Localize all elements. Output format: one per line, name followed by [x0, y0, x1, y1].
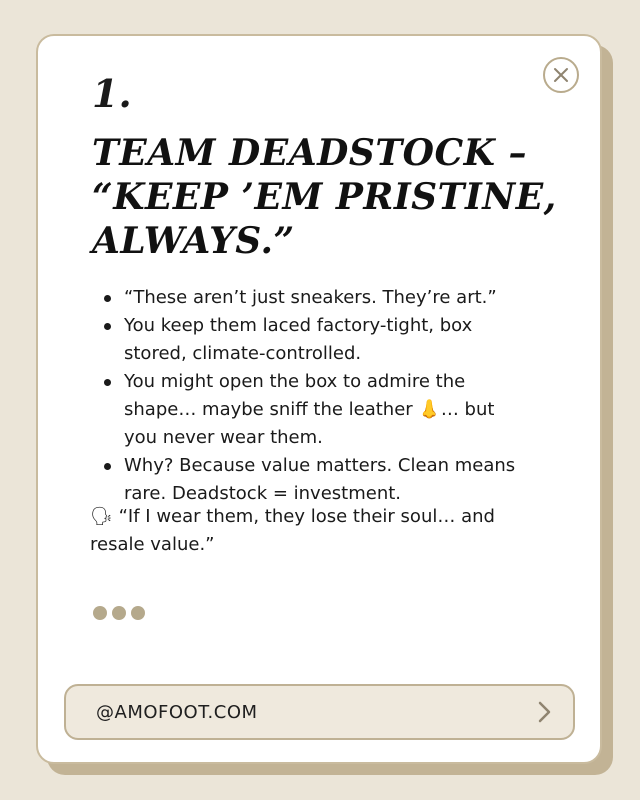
card-title: [92, 131, 562, 263]
bullet-text: You might open the box to admire the shape… maybe sniff the leather 👃… but you never wear them.: [124, 371, 495, 448]
bullet-dot: [104, 379, 111, 386]
list-item: [102, 452, 522, 508]
title-line: TEAM DEADSTOCK –: [92, 132, 527, 174]
title-line: ALWAYS.”: [92, 220, 295, 262]
chevron-right-icon[interactable]: [537, 700, 553, 724]
bullet-dot: [104, 295, 111, 302]
title-line: “KEEP ’EM PRISTINE,: [92, 176, 557, 218]
dot: [93, 606, 107, 620]
footer-link-bar[interactable]: [64, 684, 575, 740]
item-number: 1.: [92, 71, 132, 116]
list-item: [102, 368, 522, 452]
bullet-dot: [104, 323, 111, 330]
close-button[interactable]: [543, 57, 579, 93]
bullet-text: “These aren’t just sneakers. They’re art.”: [124, 287, 497, 308]
dot: [112, 606, 126, 620]
bullet-text: Why? Because value matters. Clean means rare. Deadstock = investment.: [124, 455, 516, 504]
dot: [131, 606, 145, 620]
bullet-dot: [104, 463, 111, 470]
bullet-list: [102, 284, 522, 508]
closing-quote: [90, 503, 540, 559]
list-item: [102, 312, 522, 368]
more-dots-icon: [93, 606, 145, 620]
speaking-head-icon: 🗣: [90, 506, 113, 527]
footer-handle: @AMOFOOT.COM: [96, 702, 258, 723]
quote-text: “If I wear them, they lose their soul… and resale value.”: [90, 506, 495, 555]
close-icon: [553, 67, 569, 83]
bullet-text: You keep them laced factory-tight, box stored, climate-controlled.: [124, 315, 473, 364]
list-item: [102, 284, 522, 312]
